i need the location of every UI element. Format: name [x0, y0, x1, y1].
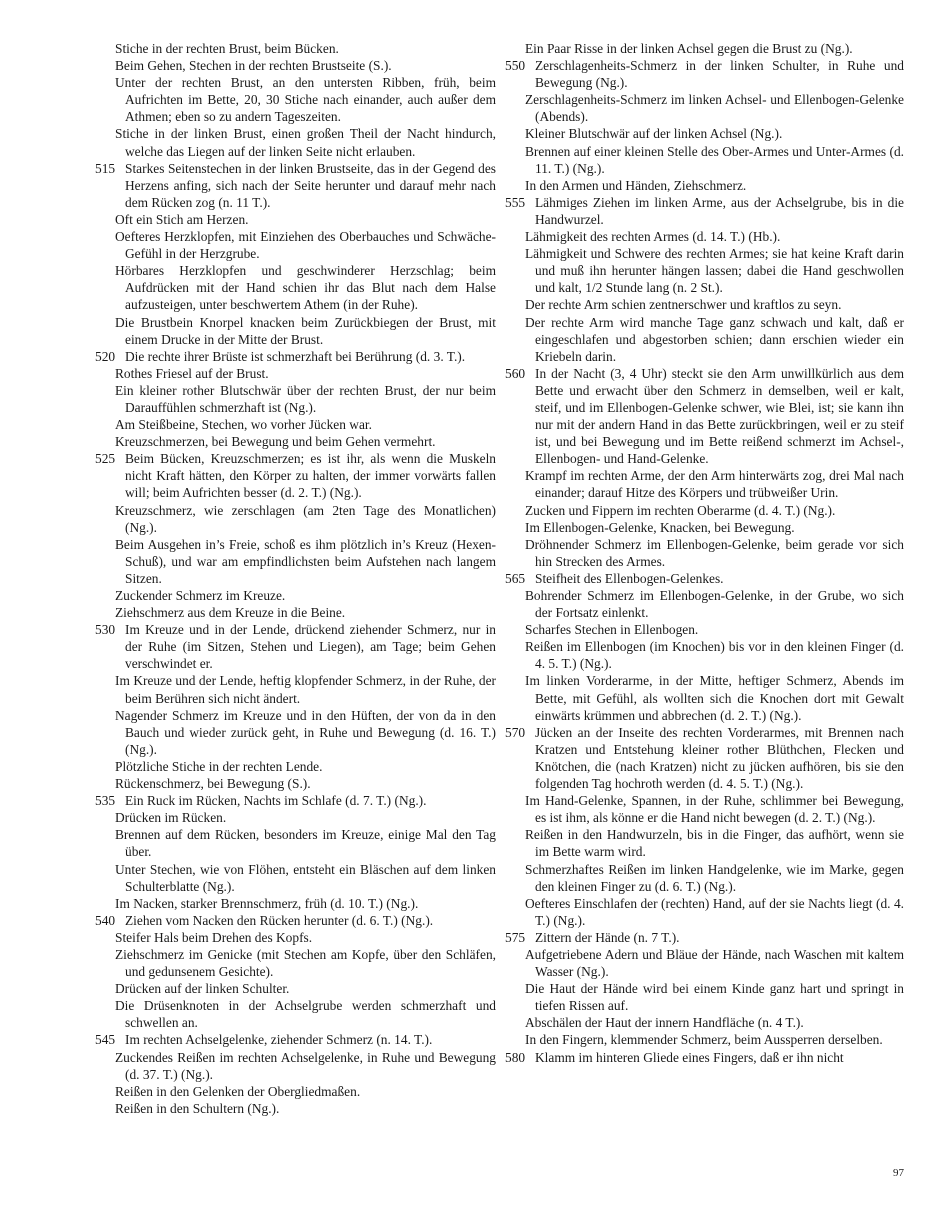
- entry-text: Drücken im Rücken.: [115, 810, 227, 826]
- entry-text: Lähmigkeit des rechten Armes (d. 14. T.) (Hb.).: [525, 229, 781, 245]
- symptom-entry: [505, 57, 904, 91]
- entry-number: 530: [95, 622, 116, 638]
- symptom-entry: [520, 536, 904, 570]
- entry-number: 535: [95, 793, 116, 809]
- entry-text: Zittern der Hände (n. 7 T.).: [535, 929, 680, 945]
- symptom-entry: [520, 40, 904, 57]
- entry-text: Im Nacken, starker Brennschmerz, früh (d. 10. T.) (Ng.).: [115, 895, 419, 911]
- symptom-entry: [95, 912, 496, 929]
- entry-text: Unter der rechten Brust, an den untersten Ribben, früh, beim Aufrichten im Bette, 20, 30 Stiche nach einander, auch außer dem Athmen; eben so zu andern Tageszeiten.: [115, 75, 496, 125]
- entry-text: Oft ein Stich am Herzen.: [115, 211, 249, 227]
- entry-text: Im Hand-Gelenke, Spannen, in der Ruhe, schlimmer bei Bewegung, es ist ihm, als könne er die Hand nicht bewegen (d. 2. T.) (Ng.).: [525, 793, 904, 826]
- entry-text: Oefteres Herzklopfen, mit Einziehen des Oberbauches und Schwäche-Gefühl in der Herzgrube.: [115, 229, 496, 262]
- symptom-entry: [110, 929, 496, 946]
- entry-text: Kreuzschmerz, wie zerschlagen (am 2ten Tage des Monatlichen) (Ng.).: [115, 502, 496, 535]
- symptom-entry: [520, 296, 904, 313]
- entry-text: Starkes Seitenstechen in der linken Brustseite, das in der Gegend des Herzens anfing, sich nach der Seite herunter und darauf mehr nach dem Rücken zog (n. 11 T.).: [125, 160, 496, 210]
- symptom-entry: [520, 519, 904, 536]
- symptom-entry: [110, 946, 496, 980]
- entry-text: Die rechte ihrer Brüste ist schmerzhaft bei Berührung (d. 3. T.).: [125, 348, 466, 364]
- symptom-entry: [110, 672, 496, 706]
- entry-text: Aufgetriebene Adern und Bläue der Hände, nach Waschen mit kaltem Wasser (Ng.).: [525, 946, 904, 980]
- entry-text: Reißen im Ellenbogen (im Knochen) bis vor in den kleinen Finger (d. 4. 5. T.) (Ng.).: [525, 639, 904, 672]
- symptom-entry: [110, 40, 496, 57]
- entry-text: Die Haut der Hände wird bei einem Kinde ganz hart und springt in tiefen Rissen auf.: [525, 981, 904, 1014]
- entry-text: Der rechte Arm wird manche Tage ganz schwach und kalt, daß er eingeschlafen und abgestorben schien; dann erschien wieder ein Kriebeln darin.: [525, 314, 904, 364]
- symptom-entry: [110, 1049, 496, 1083]
- entry-text: In den Armen und Händen, Ziehschmerz.: [525, 177, 747, 193]
- symptom-entry: [95, 1031, 496, 1048]
- entry-text: Beim Gehen, Stechen in der rechten Brustseite (S.).: [115, 58, 392, 74]
- entry-number: 565: [505, 570, 526, 586]
- entry-text: Zuckender Schmerz im Kreuze.: [115, 588, 286, 603]
- symptom-entry: [520, 502, 904, 519]
- entry-number: 555: [505, 194, 526, 210]
- symptom-entry: [110, 314, 496, 348]
- symptom-entry: [110, 211, 496, 228]
- symptom-entry: [110, 228, 496, 262]
- symptom-entry: [520, 895, 904, 929]
- right-column: [505, 40, 904, 1066]
- entry-text: Beim Ausgehen in’s Freie, schoß es ihm plötzlich in’s Kreuz (Hexen-Schuß), und war am empfindlichsten beim Aufstehen nach langem Sitzen.: [115, 536, 496, 586]
- entry-text: Zucken und Fippern im rechten Oberarme (d. 4. T.) (Ng.).: [525, 502, 836, 518]
- symptom-entry: [110, 895, 496, 912]
- symptom-entry: [520, 621, 904, 638]
- entry-text: Im Kreuze und in der Lende, drückend ziehender Schmerz, nur in der Ruhe (im Sitzen, Stehen und Liegen), am Tage; beim Gehen verschwindet er.: [125, 622, 496, 672]
- symptom-entry: [505, 570, 904, 587]
- symptom-entry: [95, 621, 496, 672]
- entry-text: Rückenschmerz, bei Bewegung (S.).: [115, 776, 311, 792]
- entry-text: Reißen in den Schultern (Ng.).: [115, 1100, 280, 1116]
- symptom-entry: [110, 826, 496, 860]
- entry-text: Nagender Schmerz im Kreuze und in den Hüften, der von da in den Bauch und wieder zurück geht, in Ruhe und Bewegung (d. 16. T.) (Ng.).: [115, 707, 496, 757]
- symptom-entry: [505, 365, 904, 468]
- symptom-entry: [95, 160, 496, 211]
- entry-text: Plötzliche Stiche in der rechten Lende.: [115, 758, 323, 774]
- symptom-entry: [520, 125, 904, 142]
- entry-text: Lähmiges Ziehen im linken Arme, aus der Achselgrube, bis in die Handwurzel.: [535, 194, 904, 227]
- symptom-entry: [95, 450, 496, 501]
- symptom-entry: [520, 672, 904, 723]
- entry-number: 570: [505, 724, 526, 740]
- entry-number: 515: [95, 160, 116, 176]
- symptom-entry: [520, 826, 904, 860]
- entry-text: Zuckendes Reißen im rechten Achselgelenke, in Ruhe und Bewegung (d. 37. T.) (Ng.).: [115, 1049, 496, 1082]
- symptom-entry: [95, 792, 496, 809]
- left-column: [95, 40, 496, 1117]
- symptom-entry: [520, 980, 904, 1014]
- symptom-entry: [110, 365, 496, 382]
- entry-text: Unter Stechen, wie von Flöhen, entsteht ein Bläschen auf dem linken Schulterblatte (Ng.).: [115, 861, 496, 894]
- entry-text: Jücken an der Inseite des rechten Vorderarmes, mit Brennen nach Kratzen und Entstehung kleiner rother Blüthchen, Flecken und Knötchen, die (nach Kratzen) nicht zu jücken aufhören, bis sie den folgenden Tag hochroth werden (d. 4. 5. T.) (Ng.).: [535, 724, 904, 792]
- entry-text: Reißen in den Gelenken der Obergliedmaßen.: [115, 1083, 361, 1099]
- entry-text: Im Ellenbogen-Gelenke, Knacken, bei Bewegung.: [525, 519, 795, 535]
- entry-text: Ein Ruck im Rücken, Nachts im Schlafe (d. 7. T.) (Ng.).: [125, 793, 427, 809]
- entry-text: Im Kreuze und der Lende, heftig klopfender Schmerz, in der Ruhe, der beim Berühren sich nicht ändert.: [115, 673, 496, 706]
- symptom-entry: [110, 775, 496, 792]
- entry-text: Beim Bücken, Kreuzschmerzen; es ist ihr, als wenn die Muskeln nicht Kraft hätten, den Körper zu halten, der immer vorwärts fallen will; beim Aufrichten besser (d. 2. T.) (Ng.).: [125, 451, 496, 501]
- symptom-entry: [520, 638, 904, 672]
- entry-number: 580: [505, 1049, 526, 1065]
- entry-text: Oefteres Einschlafen der (rechten) Hand, auf der sie Nachts liegt (d. 4. T.) (Ng.).: [525, 895, 904, 928]
- symptom-entry: [520, 467, 904, 501]
- symptom-entry: [520, 91, 904, 125]
- symptom-entry: [110, 262, 496, 313]
- entry-text: Kreuzschmerzen, bei Bewegung und beim Gehen vermehrt.: [115, 434, 436, 450]
- symptom-entry: [520, 177, 904, 194]
- symptom-entry: [110, 997, 496, 1031]
- symptom-entry: [110, 980, 496, 997]
- entry-text: Brennen auf einer kleinen Stelle des Ober-Armes und Unter-Armes (d. 11. T.) (Ng.).: [525, 143, 904, 176]
- symptom-entry: [505, 194, 904, 228]
- entry-text: Schmerzhaftes Reißen im linken Handgelenke, wie im Marke, gegen den kleinen Finger zu (d. 6. T.) (Ng.).: [525, 861, 904, 894]
- entry-text: Die Drüsenknoten in der Achselgrube werden schmerzhaft und schwellen an.: [115, 998, 496, 1031]
- symptom-entry: [505, 929, 904, 946]
- symptom-entry: [520, 143, 904, 177]
- symptom-entry: [110, 809, 496, 826]
- entry-text: Hörbares Herzklopfen und geschwinderer Herzschlag; beim Aufdrücken mit der Hand schien ihr das Blut nach dem Halse aufzusteigen, unter beschwertem Athem (in der Ruhe).: [115, 263, 496, 313]
- symptom-entry: [520, 587, 904, 621]
- entry-number: 550: [505, 58, 526, 74]
- symptom-entry: [110, 587, 496, 604]
- symptom-entry: [110, 433, 496, 450]
- symptom-entry: [520, 861, 904, 895]
- entry-text: Stiche in der rechten Brust, beim Bücken.: [115, 41, 339, 56]
- symptom-entry: [110, 707, 496, 758]
- symptom-entry: [520, 245, 904, 296]
- symptom-entry: [110, 604, 496, 621]
- symptom-entry: [110, 758, 496, 775]
- entry-text: Brennen auf dem Rücken, besonders im Kreuze, einige Mal den Tag über.: [115, 827, 496, 860]
- entry-text: Klamm im hinteren Gliede eines Fingers, daß er ihn nicht: [535, 1049, 844, 1065]
- entry-text: Der rechte Arm schien zentnerschwer und kraftlos zu seyn.: [525, 297, 842, 313]
- entry-number: 575: [505, 929, 526, 945]
- entry-text: In der Nacht (3, 4 Uhr) steckt sie den Arm unwillkürlich aus dem Bette und erwacht über den Schmerz in demselben, weil er kalt, steif, und im Ellenbogen-Gelenke schwer, wie Blei, ist; sie kann ihn nur mit der andern Hand in das Bette zurückbringen, weil er zu steif ist, und bei Bewegung und im Bette reißend schmerzt im Achsel-, Ellenbogen- und Hand-Gelenke.: [535, 365, 904, 467]
- entry-text: Ein Paar Risse in der linken Achsel gegen die Brust zu (Ng.).: [525, 41, 853, 56]
- entry-text: Im rechten Achselgelenke, ziehender Schmerz (n. 14. T.).: [125, 1032, 433, 1048]
- entry-text: In den Fingern, klemmender Schmerz, beim Aussperren derselben.: [525, 1032, 883, 1048]
- entry-text: Die Brustbein Knorpel knacken beim Zurückbiegen der Brust, mit einem Drucke in der Mitte der Brust.: [115, 314, 496, 347]
- entry-text: Zerschlagenheits-Schmerz im linken Achsel- und Ellenbogen-Gelenke (Abends).: [525, 92, 904, 125]
- symptom-entry: [110, 57, 496, 74]
- entry-number: 560: [505, 365, 526, 381]
- entry-text: Reißen in den Handwurzeln, bis in die Finger, das aufhört, wenn sie im Bette warm wird.: [525, 827, 904, 860]
- entry-text: Rothes Friesel auf der Brust.: [115, 365, 269, 381]
- symptom-entry: [110, 1083, 496, 1100]
- symptom-entry: [520, 1031, 904, 1048]
- symptom-entry: [505, 1049, 904, 1066]
- symptom-entry: [110, 536, 496, 587]
- symptom-entry: [110, 125, 496, 159]
- symptom-entry: [110, 416, 496, 433]
- symptom-entry: [95, 348, 496, 365]
- entry-text: Steifer Hals beim Drehen des Kopfs.: [115, 929, 313, 945]
- entry-text: Ziehen vom Nacken den Rücken herunter (d. 6. T.) (Ng.).: [125, 912, 434, 928]
- symptom-entry: [110, 74, 496, 125]
- entry-text: Im linken Vorderarme, in der Mitte, heftiger Schmerz, Abends im Bette, mit Gefühl, als wollten sich die Knochen dort mit Gewalt einwärts krümmen und abbrechen (d. 2. T.) (Ng.).: [525, 673, 904, 723]
- symptom-entry: [520, 228, 904, 245]
- symptom-entry: [505, 724, 904, 792]
- symptom-entry: [110, 1100, 496, 1117]
- entry-number: 545: [95, 1032, 116, 1048]
- entry-text: Kleiner Blutschwär auf der linken Achsel (Ng.).: [525, 126, 783, 142]
- entry-text: Ziehschmerz aus dem Kreuze in die Beine.: [115, 605, 346, 621]
- entry-text: Bohrender Schmerz im Ellenbogen-Gelenke, in der Grube, wo sich der Fortsatz einlenkt.: [525, 588, 904, 621]
- page-number: 97: [893, 1167, 904, 1179]
- entry-text: Scharfes Stechen in Ellenbogen.: [525, 622, 699, 638]
- entry-text: Ziehschmerz im Genicke (mit Stechen am Kopfe, über den Schläfen, und gedunsenem Gesichte).: [115, 946, 496, 980]
- symptom-entry: [110, 382, 496, 416]
- entry-number: 540: [95, 912, 116, 928]
- entry-text: Drücken auf der linken Schulter.: [115, 981, 290, 997]
- entry-text: Lähmigkeit und Schwere des rechten Armes; sie hat keine Kraft darin und muß ihn herunter hängen lassen; dabei die Hand geschwollen und kalt, 1/2 Stunde lang (n. 2 St.).: [525, 246, 904, 296]
- entry-text: Am Steißbeine, Stechen, wo vorher Jücken war.: [115, 417, 372, 433]
- symptom-entry: [110, 502, 496, 536]
- symptom-entry: [520, 1014, 904, 1031]
- symptom-entry: [520, 946, 904, 980]
- symptom-entry: [520, 314, 904, 365]
- symptom-entry: [110, 861, 496, 895]
- entry-text: Stiche in der linken Brust, einen großen Theil der Nacht hindurch, welche das Liegen auf der linken Seite nicht erlauben.: [115, 126, 496, 159]
- entry-text: Abschälen der Haut der innern Handfläche (n. 4 T.).: [525, 1015, 804, 1031]
- entry-text: Steifheit des Ellenbogen-Gelenkes.: [535, 570, 724, 586]
- entry-text: Dröhnender Schmerz im Ellenbogen-Gelenke, beim gerade vor sich hin Strecken des Armes.: [525, 536, 904, 569]
- entry-text: Ein kleiner rother Blutschwär über der rechten Brust, der nur beim Darauffühlen schmerzhaft ist (Ng.).: [115, 382, 496, 415]
- entry-number: 520: [95, 348, 116, 364]
- symptom-entry: [520, 792, 904, 826]
- entry-text: Krampf im rechten Arme, der den Arm hinterwärts zog, drei Mal nach einander; darauf Hitze des Körpers und trübweißer Urin.: [525, 468, 904, 501]
- entry-text: Zerschlagenheits-Schmerz in der linken Schulter, in Ruhe und Bewegung (Ng.).: [535, 58, 904, 91]
- entry-number: 525: [95, 451, 116, 467]
